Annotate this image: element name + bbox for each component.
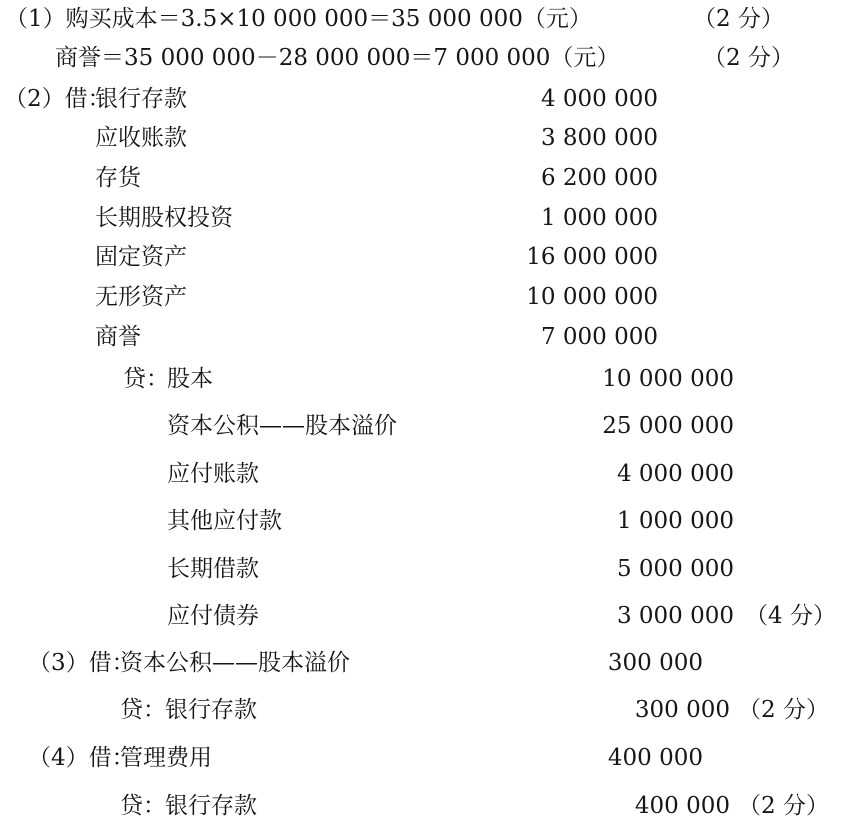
calc-line-goodwill [0,43,850,73]
calc-line-purchase-cost [0,4,850,34]
account-label: 银行存款 [95,86,187,112]
journal-entry-row [0,123,850,153]
journal-entry-row [0,554,850,584]
account-label: 应收账款 [95,125,187,151]
amount-value: 25 000 000 [602,413,734,439]
score-badge: （4 分） [745,603,836,629]
account-label: 管理费用 [120,745,212,771]
credit-prefix: 贷： [120,697,166,723]
journal-entry-row [0,203,850,233]
amount-value: 3 000 000 [616,603,734,629]
amount-value: 5 000 000 [616,556,734,582]
journal-entry-row [0,743,850,773]
journal-entry-row [0,282,850,312]
account-label: 应付账款 [167,461,259,487]
debit-prefix: （4）借： [28,745,135,771]
journal-entry-row [0,163,850,193]
amount-value: 10 000 000 [526,284,658,310]
account-label: 固定资产 [95,244,187,270]
amount-value: 1 000 000 [616,508,734,534]
score-badge: （2 分） [738,697,829,723]
journal-entry-row [0,411,850,441]
credit-prefix: 贷： [123,366,169,392]
account-label: 资本公积——股本溢价 [167,413,397,439]
account-label: 商誉 [95,324,141,350]
account-label: 股本 [167,366,213,392]
account-label: 无形资产 [95,284,187,310]
journal-entry-row [0,506,850,536]
account-label: 长期股权投资 [95,205,233,231]
account-label: 资本公积——股本溢价 [120,650,350,676]
amount-value: 1 000 000 [540,205,658,231]
debit-prefix: （2）借： [4,86,111,112]
account-label: 银行存款 [165,793,257,819]
account-label: 其他应付款 [167,508,282,534]
journal-entry-row [0,322,850,352]
amount-value: 4 000 000 [540,86,658,112]
debit-prefix: （3）借： [28,650,135,676]
amount-value: 10 000 000 [602,366,734,392]
journal-entry-row [0,791,850,821]
amount-value: 3 800 000 [540,125,658,151]
score-badge: （2 分） [738,793,829,819]
score-badge: （2 分） [703,45,794,71]
journal-entry-row [0,601,850,631]
account-label: 存货 [95,165,141,191]
calc-text: （1）购买成本＝3.5×10 000 000＝35 000 000（元） [5,6,592,32]
journal-entry-row [0,648,850,678]
journal-entry-row [0,695,850,725]
account-label: 长期借款 [167,556,259,582]
journal-entry-row [0,84,850,114]
account-label: 应付债券 [167,603,259,629]
score-badge: （2 分） [693,6,784,32]
amount-value: 400 000 [607,745,703,771]
amount-value: 4 000 000 [616,461,734,487]
amount-value: 16 000 000 [526,244,658,270]
account-label: 银行存款 [165,697,257,723]
amount-value: 300 000 [607,650,703,676]
amount-value: 300 000 [634,697,730,723]
journal-entry-row [0,364,850,394]
amount-value: 6 200 000 [540,165,658,191]
journal-entry-row [0,459,850,489]
credit-prefix: 贷： [120,793,166,819]
journal-entry-row [0,242,850,272]
calc-text: 商誉＝35 000 000－28 000 000＝7 000 000（元） [55,45,620,71]
amount-value: 400 000 [634,793,730,819]
amount-value: 7 000 000 [540,324,658,350]
